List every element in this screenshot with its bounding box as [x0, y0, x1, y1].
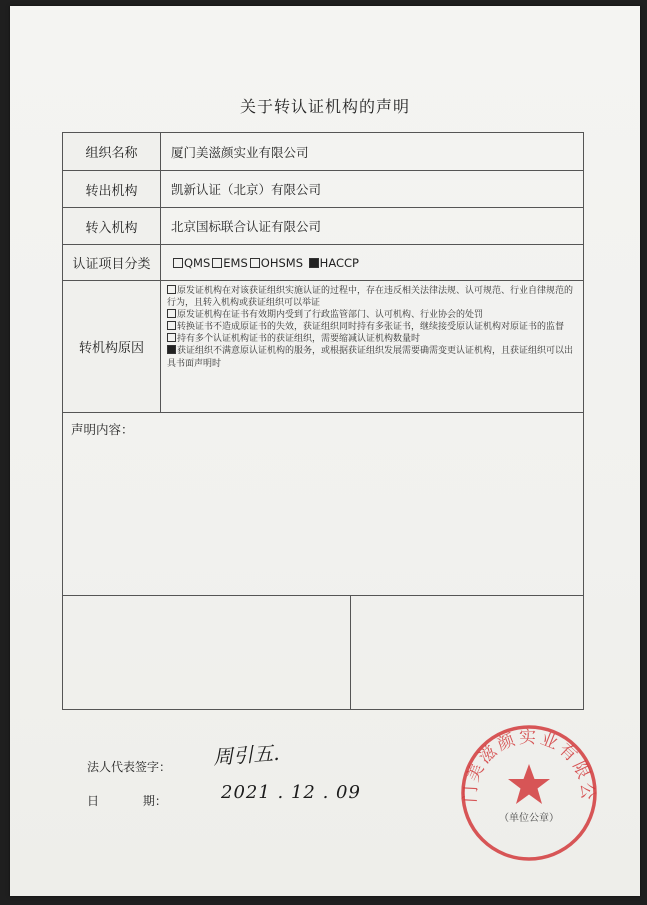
checkbox-icon	[167, 333, 176, 342]
reason-item: 转换证书不造成原证书的失效，获证组织同时持有多张证书，继续接受原认证机构对原证书的监督	[167, 321, 579, 333]
transfer-out-value: 凯新认证（北京）有限公司	[171, 182, 322, 197]
reason-item: 原发证机构在对该获证组织实施认证的过程中，存在违反相关法律法规、认可规范、行业自律规范的行为，且转入机构或获证组织可以举证	[167, 286, 574, 309]
category-option-qms: QMS	[171, 256, 210, 270]
declaration-form	[62, 132, 598, 824]
divider	[63, 595, 583, 596]
seal-icon	[454, 718, 604, 868]
page-title: 关于转认证机构的声明	[239, 97, 410, 116]
reason-item: 持有多个认证机构证书的获证组织，需要缩减认证机构数量时	[167, 333, 579, 345]
category-label: 认证项目分类	[63, 245, 161, 280]
checkbox-icon	[167, 285, 176, 294]
category-option-haccp: HACCP	[307, 256, 359, 270]
checkbox-icon	[212, 258, 222, 268]
row-transfer-in	[63, 208, 583, 245]
category-option-ems: EMS	[210, 256, 248, 270]
seal-caption: （单位公章）	[499, 813, 559, 824]
checkbox-checked-icon	[167, 345, 176, 354]
transfer-in-value: 北京国标联合认证有限公司	[171, 219, 322, 234]
divider	[350, 595, 351, 709]
org-name-value: 厦门美滋颜实业有限公司	[171, 144, 309, 160]
category-options	[171, 245, 577, 280]
handwritten-date: 2021 . 12 . 09	[221, 782, 361, 803]
transfer-in-label: 转入机构	[63, 208, 161, 244]
row-transfer-out	[63, 171, 583, 208]
seal-org-text: 门美滋颜实业有限公	[460, 728, 598, 804]
legal-rep-label: 法人代表签字：	[87, 760, 172, 774]
row-category	[63, 245, 583, 281]
reason-item: 原发证机构在证书有效期内受到了行政监管部门、认可机构、行业协会的处罚	[167, 309, 579, 321]
company-seal	[454, 718, 604, 868]
statement-label: 声明内容：	[71, 422, 134, 437]
date-label: 日 期：	[87, 794, 167, 808]
category-option-ohsms: OHSMS	[248, 256, 303, 270]
reason-label: 转机构原因	[63, 281, 161, 412]
checkbox-icon	[250, 258, 260, 268]
checkbox-icon	[167, 321, 176, 330]
row-org-name	[63, 133, 583, 171]
handwritten-signature: 周引五.	[212, 740, 281, 770]
reason-list	[167, 285, 579, 370]
checkbox-icon	[167, 309, 176, 318]
checkbox-icon	[173, 258, 183, 268]
document-page	[10, 6, 640, 896]
org-name-label: 组织名称	[63, 133, 161, 170]
star-icon	[508, 764, 550, 804]
checkbox-checked-icon	[309, 258, 319, 268]
reason-item: 获证组织不满意原认证机构的服务，或根据获证组织发展需要确需变更认证机构，且获证组织可以出具书面声明时	[167, 346, 574, 369]
row-reason	[63, 281, 583, 413]
transfer-out-label: 转出机构	[63, 171, 161, 207]
